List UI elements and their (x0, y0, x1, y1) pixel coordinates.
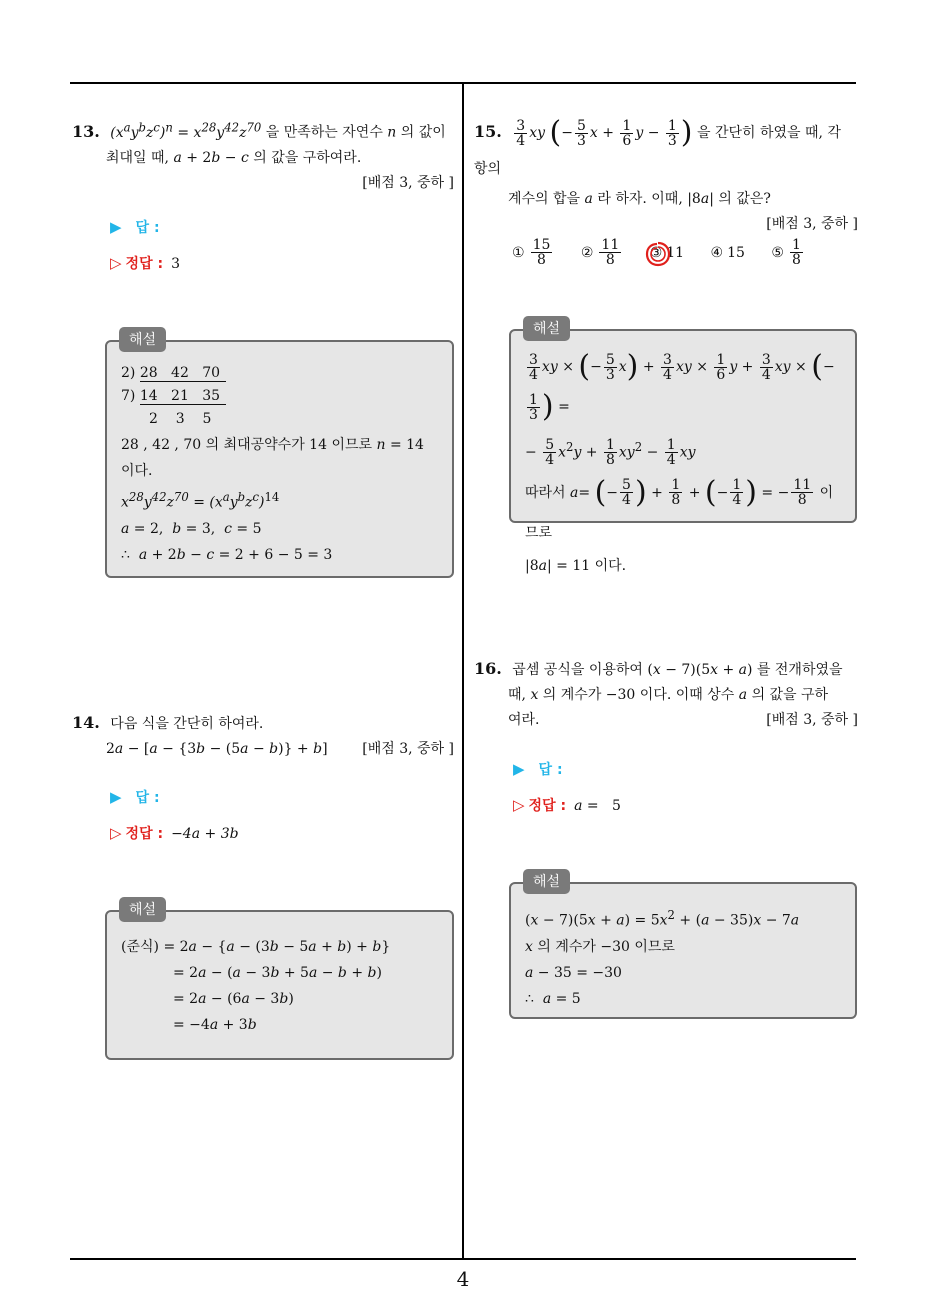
correct-answer-value: −4a + 3b (171, 826, 239, 842)
problem-text: 를 전개하였을 (756, 662, 843, 678)
explanation-line: |8a| = 11 이다. (525, 557, 627, 574)
points-label: [배점 3, 중하 ] (362, 741, 454, 757)
explanation-line: $(x - 7)(5x + a) = 5x^2 + (a - 35)x - 7a$ (525, 908, 800, 929)
problem-number: 14. (72, 713, 100, 732)
problem-text: 을 만족하는 자연수 (265, 124, 383, 141)
explanation-line: $\frac{3}{4}$ xy × (− $\frac{5}{3}$ x) + $\frac{3}{4}$ xy × $\frac{1}{6}$ y + $\frac{3}{4}$ xy × (− $\frac{1}{3}$ ) = (529, 349, 835, 424)
explanation-box (509, 329, 857, 574)
points-label: [배점 3, 중하 ] (362, 174, 454, 191)
problem-text: 여라. (508, 712, 540, 728)
explanation-line: $x^{28}y^{42}z^{70} = (x^ay^bz^c)^{14}$ (121, 490, 280, 511)
problem-text: 라 하자. 이때, (597, 191, 683, 207)
answer-row (110, 787, 160, 807)
answer-row (513, 759, 563, 779)
division-row: 2 3 5 (149, 411, 212, 427)
problem-number: 16. (474, 659, 502, 678)
explanation-line: x 의 계수가 −30 이므로 (525, 938, 675, 955)
choice-1[interactable]: ① $\frac{15}{8}$ (512, 237, 551, 268)
answer-label: 답 : (538, 762, 563, 778)
explanation-box (509, 882, 857, 1019)
equation: 2a − [a − {3b − (5a − b)} + b] (106, 741, 328, 757)
choice-5[interactable]: ⑤ $\frac{1}{8}$ (771, 237, 801, 268)
problem-text: 의 값은? (718, 191, 771, 207)
problem-15: 15. $\frac{3}{4}$ xy (− $\frac{5}{3}$ x + $\frac{1}{6}$ y − $\frac{1}{3}$ ) 을 간단히 하였을 때, 각 항의 계수의 합을 a 라 하자. 이때, |8a| 의 값은? [배점 3, 중하 ] (474, 114, 858, 237)
problem-text: 의 값이 (400, 124, 446, 141)
explanation-line: = −4a + 3b (173, 1017, 257, 1033)
answer-label: 답 : (135, 220, 160, 236)
correct-label: 정답 : (125, 826, 164, 842)
explanation-line: 따라서 a= (− $\frac{5}{4}$ ) + $\frac{1}{8}$ + (− $\frac{1}{4}$ ) = − $\frac{11}{8}$ 이므로 (525, 474, 834, 541)
answer-row (110, 217, 160, 237)
choice-3[interactable]: ③ 11 (650, 245, 684, 261)
problem-13: 13. $(x^ay^bz^c)^n = x^{28}y^{42}z^{70}$ 을 만족하는 자연수 n 의 값이 최대일 때, a + 2b − c 의 값을 구하여라. [배점 3, 중하 ] (72, 115, 454, 196)
correct-label: 정답 : (528, 798, 567, 814)
problem-text: 이다. 이때 상수 (639, 687, 735, 703)
bottom-rule (70, 1258, 856, 1260)
triangle-filled-icon: ▶ (513, 760, 525, 778)
answer-circle-mark-icon (643, 239, 673, 269)
correct-answer-value: 3 (171, 256, 180, 272)
triangle-outline-icon: ▷ (513, 796, 525, 814)
correct-answer-row (110, 253, 180, 273)
column-divider (462, 84, 464, 1260)
problem-text: 다음 식을 간단히 하여라. (110, 716, 264, 732)
equation: $(x^ay^bz^c)^n = x^{28}y^{42}z^{70}$ (110, 120, 262, 141)
problem-text: 을 간단히 하였을 때, 각 항의 (474, 125, 841, 177)
explanation-line: 이다. (121, 463, 153, 479)
problem-text: 의 계수가 (542, 687, 602, 703)
problem-text: 곱셈 공식을 이용하여 (512, 662, 643, 678)
explanation-line: a − 35 = −30 (525, 964, 622, 981)
problem-text: 최대일 때, (106, 149, 169, 166)
choice-4[interactable]: ④ 15 (710, 244, 745, 261)
equation: (x − 7)(5x + a) (647, 662, 753, 678)
explanation-line: ∴ a = 5 (525, 990, 581, 1007)
points-label: [배점 3, 중하 ] (766, 712, 858, 728)
division-row: 2) 28 42 70 (121, 360, 438, 386)
triangle-outline-icon: ▷ (110, 824, 122, 842)
explanation-tag: 해설 (523, 316, 570, 341)
triangle-filled-icon: ▶ (110, 788, 122, 806)
explanation-tag: 해설 (523, 869, 570, 894)
correct-answer-value: 5 (611, 798, 621, 814)
division-row: 7) 14 21 35 (121, 383, 438, 409)
explanation-line: = 2a − (6a − 3b) (173, 991, 294, 1007)
triangle-filled-icon: ▶ (110, 218, 122, 236)
explanation-line: 28 , 42 , 70 의 최대공약수가 14 이므로 n = 14 (121, 437, 424, 453)
explanation-line: = 2a − (a − 3b + 5a − b + b) (173, 965, 382, 981)
problem-text: 의 값을 구하 (751, 687, 829, 703)
problem-text: 계수의 합을 (508, 191, 581, 207)
explanation-box (105, 910, 454, 1060)
problem-text: 의 값을 구하여라. (253, 149, 362, 166)
explanation-line: ∴ a + 2b − c = 2 + 6 − 5 = 3 (121, 546, 333, 563)
points-label: [배점 3, 중하 ] (766, 216, 858, 232)
problem-text: 때, (508, 687, 526, 703)
problem-14 (72, 710, 454, 762)
problem-number: 13. (72, 121, 100, 141)
choice-2[interactable]: ② $\frac{11}{8}$ (580, 237, 620, 268)
explanation-tag: 해설 (119, 897, 166, 922)
problem-16: 16. 곱셈 공식을 이용하여 (x − 7)(5x + a) 를 전개하였을 때, x 의 계수가 −30 이다. 이때 상수 a 의 값을 구하 여라. [배점 3, 중하 ] (474, 656, 858, 733)
explanation-box (105, 340, 454, 578)
explanation-line: − $\frac{5}{4}$ $x^2y$ + $\frac{1}{8}$ $xy^2$ − $\frac{1}{4}$ xy (525, 437, 696, 469)
answer-label: 답 : (135, 790, 160, 806)
correct-label: 정답 : (125, 256, 164, 272)
page-number: 4 (456, 1267, 470, 1291)
problem-number: 15. (474, 122, 502, 141)
explanation-line: a = 2, b = 3, c = 5 (121, 520, 262, 537)
correct-answer-row (110, 823, 239, 843)
choices-row (512, 238, 827, 267)
explanation-line: (준식) = 2a − {a − (3b − 5a + b) + b} (121, 939, 391, 955)
triangle-outline-icon: ▷ (110, 254, 122, 272)
equation: $\frac{3}{4}$ xy (− $\frac{5}{3}$ x + $\frac{1}{6}$ y − $\frac{1}{3}$ ) (516, 115, 693, 150)
correct-answer-row: ▷ 정답 : a = 5 (513, 796, 621, 814)
explanation-tag: 해설 (119, 327, 166, 352)
